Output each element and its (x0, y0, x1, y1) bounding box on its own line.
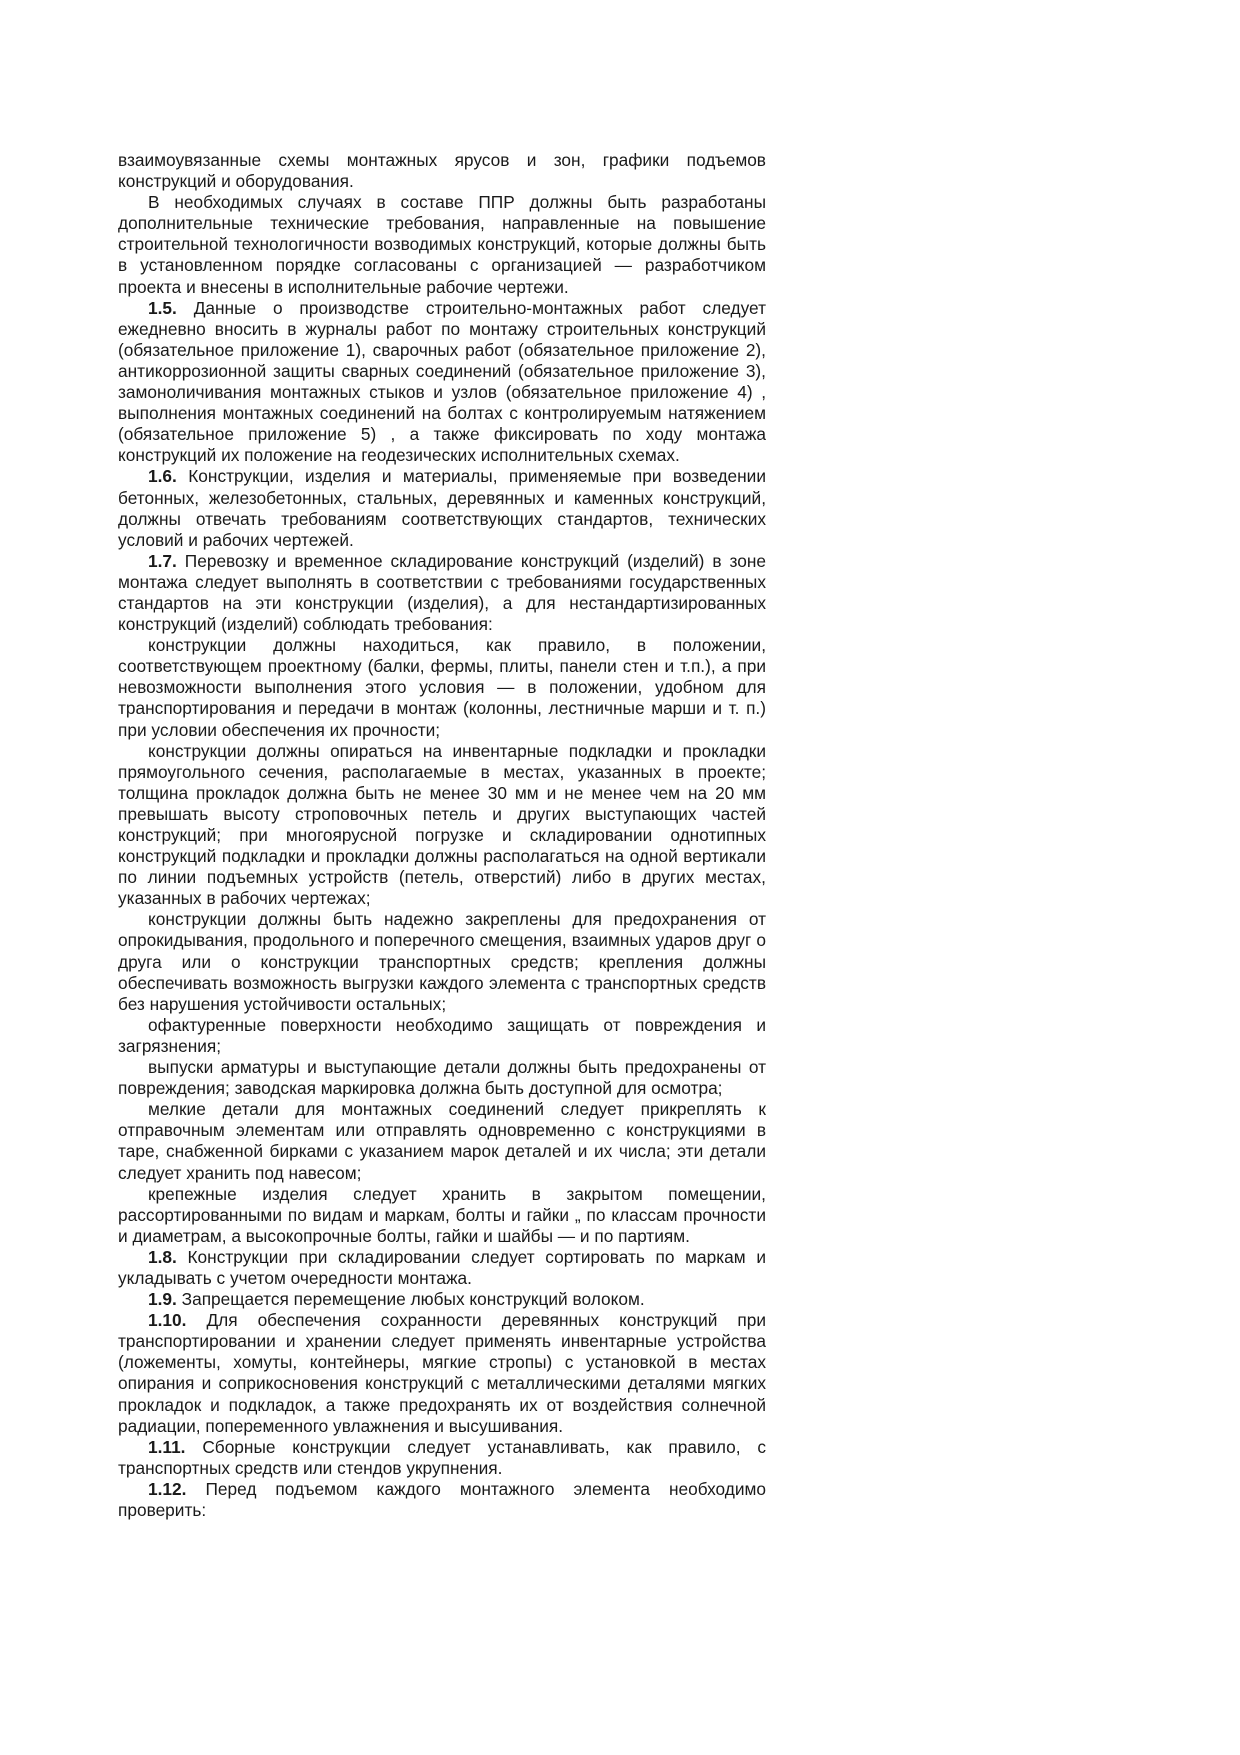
paragraph-text: Для обеспечения сохранности деревянных конструкций при транспортировании и хранении следует применять инвентарные устройства (ложементы, хомуты, контейнеры, мягкие стропы) с установкой в местах опирания и соприкосновения конструкций с металлическими деталями мягких прокладок и подкладок, а также предохранять их от воздействия солнечной радиации, попеременного увлажнения и высушивания. (118, 1310, 766, 1436)
paragraph-text: крепежные изделия следует хранить в закрытом помещении, рассортированными по видам и маркам, болты и гайки „ по классам прочности и диаметрам, а высокопрочные болты, гайки и шайбы — и по партиям. (118, 1183, 766, 1246)
paragraph-text: конструкции должны быть надежно закреплены для предохранения от опрокидывания, продольного и поперечного смещения, взаимных ударов друг о друга или о конструкции транспортных средств; крепления должны обеспечивать возможность выгрузки каждого элемента с транспортных средств без нарушения устойчивости остальных; (118, 909, 766, 1014)
paragraph-text: Перевозку и временное складирование конструкций (изделий) в зоне монтажа следует выполнять в соответствии с требованиями государственных стандартов на эти конструкции (изделия), а для нестандартизированных конструкций (изделий) соблюдать требования: (118, 550, 766, 635)
clause-1-10 (118, 1310, 766, 1437)
paragraph-text: мелкие детали для монтажных соединений следует прикреплять к отправочным элементам или отправлять одновременно с конструкциями в таре, снабженной бирками с указанием марок деталей и их числа; эти детали следует хранить под навесом; (118, 1099, 766, 1183)
clause-1-5 (118, 298, 766, 467)
paragraph-text: конструкции должны опираться на инвентарные подкладки и прокладки прямоугольного сечения, располагаемые в местах, указанных в проекте; толщина прокладок должна быть не менее 30 мм и не менее чем на 20 мм превышать высоту строповочных петель и других выступающих частей конструкций; при многоярусной погрузке и складировании однотипных конструкций подкладки и прокладки должны располагаться на одной вертикали по линии подъемных устройств (петель, отверстий) либо в других местах, указанных в рабочих чертежах; (118, 740, 766, 909)
clause-number: 1.5. (148, 297, 177, 318)
clause-number: 1.10. (148, 1310, 187, 1331)
clause-number: 1.6. (148, 466, 177, 487)
clause-number: 1.9. (148, 1289, 177, 1310)
paragraph (118, 192, 766, 297)
clause-1-8 (118, 1247, 766, 1289)
clause-number: 1.12. (148, 1478, 187, 1499)
paragraph-text: выпуски арматуры и выступающие детали должны быть предохранены от повреждения; заводская маркировка должна быть доступной для осмотра; (118, 1057, 766, 1099)
clause-1-6 (118, 466, 766, 550)
paragraph-text: Сборные конструкции следует устанавливать, как правило, с транспортных средств или стендов укрупнения. (118, 1436, 766, 1478)
paragraph-text: взаимоувязанные схемы монтажных ярусов и зон, графики подъемов конструкций и оборудования. (118, 150, 766, 192)
list-item (118, 635, 766, 740)
paragraph-text: Запрещается перемещение любых конструкций волоком. (181, 1289, 645, 1310)
clause-number: 1.8. (148, 1246, 177, 1267)
list-item (118, 1099, 766, 1183)
clause-number: 1.11. (148, 1436, 186, 1457)
clause-1-12 (118, 1479, 766, 1521)
paragraph-text: офактуренные поверхности необходимо защищать от повреждения и загрязнения; (118, 1014, 766, 1056)
paragraph-text: Перед подъемом каждого монтажного элемента необходимо проверить: (118, 1478, 766, 1520)
clause-1-11 (118, 1437, 766, 1479)
clause-1-9 (118, 1289, 766, 1310)
clause-1-7 (118, 551, 766, 635)
paragraph (118, 150, 766, 192)
list-item (118, 1057, 766, 1099)
list-item (118, 1184, 766, 1247)
paragraph-text: В необходимых случаях в составе ППР должны быть разработаны дополнительные технические требования, направленные на повышение строительной технологичности возводимых конструкций, которые должны быть в установленном порядке согласованы с организацией — разработчиком проекта и внесены в исполнительные рабочие чертежи. (118, 192, 766, 297)
document-page (118, 150, 766, 1521)
paragraph-text: Конструкции, изделия и материалы, применяемые при возведении бетонных, железобетонных, стальных, деревянных и каменных конструкций, должны отвечать требованиям соответствующих стандартов, технических условий и рабочих чертежей. (118, 466, 766, 550)
paragraph-text: Конструкции при складировании следует сортировать по маркам и укладывать с учетом очередности монтажа. (118, 1246, 766, 1288)
list-item (118, 741, 766, 910)
list-item (118, 909, 766, 1014)
paragraph-text: конструкции должны находиться, как правило, в положении, соответствующем проектному (балки, фермы, плиты, панели стен и т.п.), а при невозможности выполнения этого условия — в положении, удобном для транспортирования и передачи в монтаж (колонны, лестничные марши и т. п.) при условии обеспечения их прочности; (118, 635, 766, 740)
clause-number: 1.7. (148, 550, 177, 571)
list-item (118, 1015, 766, 1057)
paragraph-text: Данные о производстве строительно-монтажных работ следует ежедневно вносить в журналы работ по монтажу строительных конструкций (обязательное приложение 1), сварочных работ (обязательное приложение 2), антикоррозионной защиты сварных соединений (обязательное приложение 3), замоноличивания монтажных стыков и узлов (обязательное приложение 4) , выполнения монтажных соединений на болтах с контролируемым натяжением (обязательное приложение 5) , а также фиксировать по ходу монтажа конструкций их положение на геодезических исполнительных схемах. (118, 297, 766, 466)
